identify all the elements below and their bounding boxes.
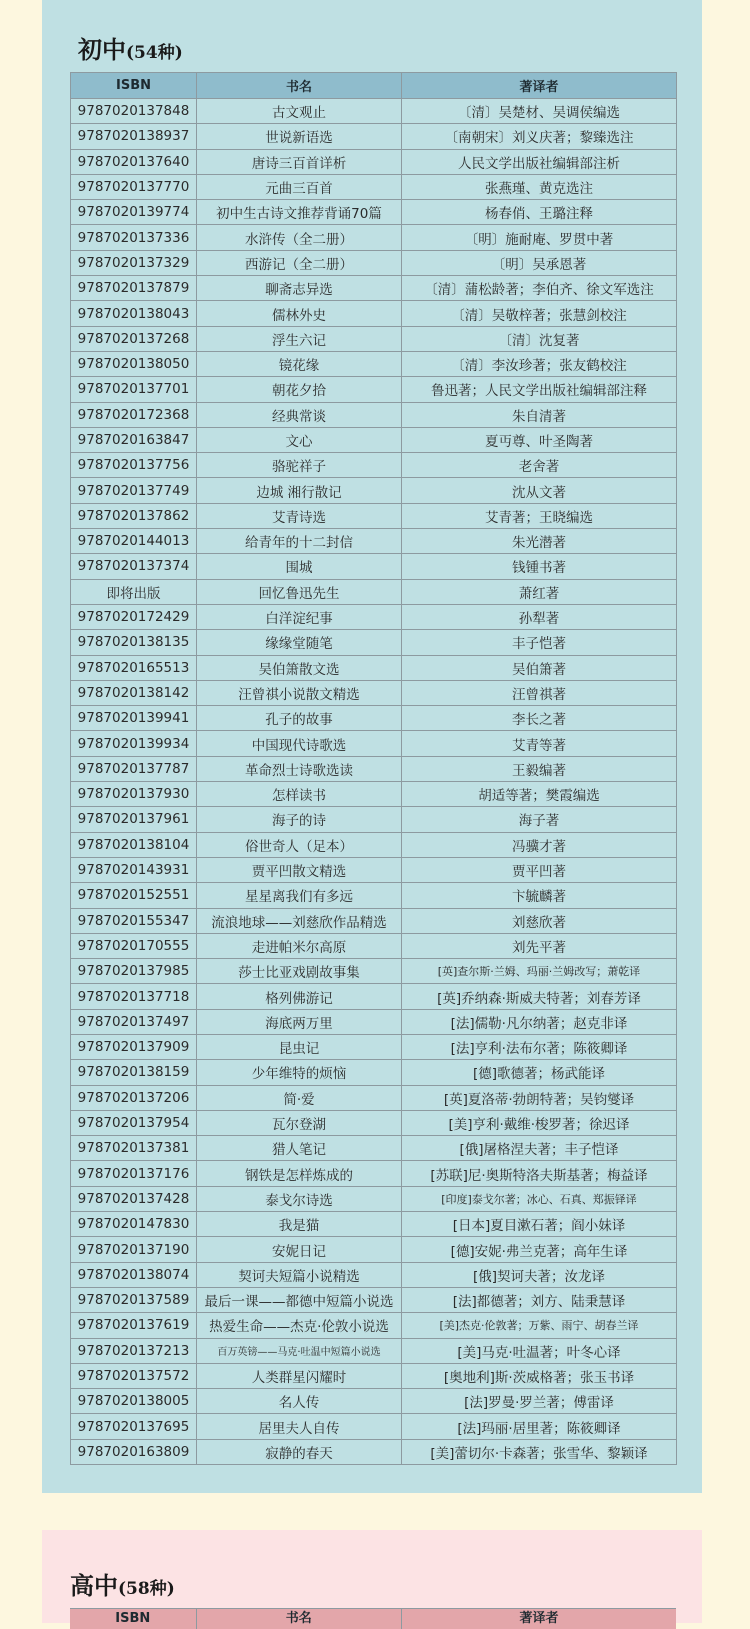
table-row (71, 174, 677, 199)
cell-author: 卞毓麟著 (402, 883, 677, 908)
table-row (71, 1060, 677, 1085)
section-title-count: (54种) (126, 43, 183, 63)
cell-author: 艾青著；王晓编选 (402, 503, 677, 528)
cell-isbn: 9787020137695 (71, 1414, 197, 1439)
cell-book-title: 星星离我们有多远 (197, 883, 402, 908)
table-header-row (70, 1608, 676, 1629)
table-row (71, 529, 677, 554)
header-isbn: ISBN (71, 73, 197, 99)
cell-isbn: 9787020163809 (71, 1439, 197, 1464)
cell-isbn: 9787020137374 (71, 554, 197, 579)
header-title: 书名 (197, 73, 402, 99)
table-row (71, 604, 677, 629)
cell-isbn: 9787020137572 (71, 1363, 197, 1388)
cell-author: [英]夏洛蒂·勃朗特著；吴钧燮译 (402, 1085, 677, 1110)
cell-isbn: 9787020137497 (71, 1009, 197, 1034)
cell-book-title: 古文观止 (197, 99, 402, 124)
table-row (71, 124, 677, 149)
table-row (71, 1414, 677, 1439)
cell-author: 张燕瑾、黄克选注 (402, 174, 677, 199)
cell-book-title: 经典常谈 (197, 402, 402, 427)
cell-isbn: 9787020170555 (71, 933, 197, 958)
cell-isbn: 9787020138005 (71, 1389, 197, 1414)
cell-book-title: 唐诗三百首详析 (197, 149, 402, 174)
cell-author: 海子著 (402, 807, 677, 832)
table-row (71, 1136, 677, 1161)
cell-author: [美]杰克·伦敦著；万紫、雨宁、胡春兰译 (402, 1313, 677, 1338)
table-row (71, 630, 677, 655)
table-row (71, 402, 677, 427)
cell-author: [法]都德著；刘方、陆秉慧译 (402, 1287, 677, 1312)
cell-isbn: 9787020137954 (71, 1110, 197, 1135)
cell-book-title: 契诃夫短篇小说精选 (197, 1262, 402, 1287)
cell-book-title: 猎人笔记 (197, 1136, 402, 1161)
table-row (71, 959, 677, 984)
table-row (71, 351, 677, 376)
table-row (71, 908, 677, 933)
cell-isbn: 即将出版 (71, 579, 197, 604)
cell-author: [英]查尔斯·兰姆、玛丽·兰姆改写；萧乾译 (402, 959, 677, 984)
table-row (71, 1186, 677, 1211)
cell-isbn: 9787020137879 (71, 276, 197, 301)
cell-book-title: 汪曾祺小说散文精选 (197, 680, 402, 705)
cell-author: 〔南朝宋〕刘义庆著；黎臻选注 (402, 124, 677, 149)
cell-isbn: 9787020138159 (71, 1060, 197, 1085)
table-row (71, 1009, 677, 1034)
header-isbn: ISBN (115, 1611, 151, 1626)
cell-author: 沈从文著 (402, 478, 677, 503)
table-row (71, 857, 677, 882)
cell-isbn: 9787020147830 (71, 1212, 197, 1237)
cell-isbn: 9787020163847 (71, 427, 197, 452)
cell-book-title: 居里夫人自传 (197, 1414, 402, 1439)
table-row (71, 1338, 677, 1363)
cell-isbn: 9787020139774 (71, 200, 197, 225)
section-title-main: 高中 (70, 1571, 118, 1600)
cell-book-title: 安妮日记 (197, 1237, 402, 1262)
cell-author: 〔清〕蒲松龄著；李伯齐、徐文军选注 (402, 276, 677, 301)
table-row (71, 200, 677, 225)
cell-book-title: 元曲三百首 (197, 174, 402, 199)
cell-book-title: 少年维特的烦恼 (197, 1060, 402, 1085)
cell-author: 吴伯箫著 (402, 655, 677, 680)
cell-isbn: 9787020137336 (71, 225, 197, 250)
cell-author: 胡适等著；樊霞编选 (402, 782, 677, 807)
cell-book-title: 中国现代诗歌选 (197, 731, 402, 756)
table-row (71, 225, 677, 250)
cell-author: [法]罗曼·罗兰著；傅雷译 (402, 1389, 677, 1414)
cell-isbn: 9787020137770 (71, 174, 197, 199)
section-title-count: (58种) (118, 1579, 175, 1599)
cell-author: [俄]屠格涅夫著；丰子恺译 (402, 1136, 677, 1161)
table-row (71, 326, 677, 351)
cell-isbn: 9787020137206 (71, 1085, 197, 1110)
table-row (71, 984, 677, 1009)
cell-isbn: 9787020137749 (71, 478, 197, 503)
cell-isbn: 9787020143931 (71, 857, 197, 882)
table-row (71, 883, 677, 908)
cell-book-title: 贾平凹散文精选 (197, 857, 402, 882)
cell-book-title: 莎士比亚戏剧故事集 (197, 959, 402, 984)
cell-book-title: 回忆鲁迅先生 (197, 579, 402, 604)
cell-author: 鲁迅著；人民文学出版社编辑部注释 (402, 377, 677, 402)
cell-book-title: 百万英镑——马克·吐温中短篇小说选 (197, 1338, 402, 1363)
cell-author: [美]蕾切尔·卡森著；张雪华、黎颖译 (402, 1439, 677, 1464)
table-row (71, 655, 677, 680)
cell-isbn: 9787020137329 (71, 250, 197, 275)
cell-isbn: 9787020172429 (71, 604, 197, 629)
cell-author: 萧红著 (402, 579, 677, 604)
cell-author: [印度]泰戈尔著；冰心、石真、郑振铎译 (402, 1186, 677, 1211)
cell-author: 钱锺书著 (402, 554, 677, 579)
table-row (71, 1389, 677, 1414)
section-title-main: 初中 (78, 35, 126, 64)
cell-isbn: 9787020137640 (71, 149, 197, 174)
table-row (71, 427, 677, 452)
cell-book-title: 我是猫 (197, 1212, 402, 1237)
cell-author: 〔明〕施耐庵、罗贯中著 (402, 225, 677, 250)
cell-book-title: 最后一课——都德中短篇小说选 (197, 1287, 402, 1312)
table-row (71, 706, 677, 731)
cell-author: [美]亨利·戴维·梭罗著；徐迟译 (402, 1110, 677, 1135)
cell-author: 艾青等著 (402, 731, 677, 756)
table-row (71, 301, 677, 326)
cell-book-title: 革命烈士诗歌选读 (197, 756, 402, 781)
table-row (71, 756, 677, 781)
cell-isbn: 9787020137176 (71, 1161, 197, 1186)
cell-book-title: 寂静的春天 (197, 1439, 402, 1464)
header-author: 著译者 (402, 73, 677, 99)
cell-isbn: 9787020137961 (71, 807, 197, 832)
table-row (71, 1085, 677, 1110)
table-row (71, 579, 677, 604)
cell-author: [法]亨利·法布尔著；陈筱卿译 (402, 1034, 677, 1059)
table-row (71, 731, 677, 756)
cell-author: 人民文学出版社编辑部注析 (402, 149, 677, 174)
cell-isbn: 9787020137268 (71, 326, 197, 351)
cell-isbn: 9787020137930 (71, 782, 197, 807)
table-row (71, 1439, 677, 1464)
cell-author: [德]安妮·弗兰克著；高年生译 (402, 1237, 677, 1262)
table-row (71, 1262, 677, 1287)
cell-isbn: 9787020137190 (71, 1237, 197, 1262)
table-row (71, 1161, 677, 1186)
cell-author: 朱自清著 (402, 402, 677, 427)
cell-book-title: 骆驼祥子 (197, 453, 402, 478)
cell-isbn: 9787020172368 (71, 402, 197, 427)
cell-book-title: 流浪地球——刘慈欣作品精选 (197, 908, 402, 933)
cell-isbn: 9787020137619 (71, 1313, 197, 1338)
cell-author: 〔清〕吴楚材、吴调侯编选 (402, 99, 677, 124)
cell-author: 李长之著 (402, 706, 677, 731)
table-row (71, 1110, 677, 1135)
cell-book-title: 边城 湘行散记 (197, 478, 402, 503)
table-row (71, 250, 677, 275)
table-row (71, 1287, 677, 1312)
cell-isbn: 9787020139934 (71, 731, 197, 756)
cell-author: 〔清〕吴敬梓著；张慧剑校注 (402, 301, 677, 326)
table-row (71, 478, 677, 503)
cell-book-title: 西游记（全二册） (197, 250, 402, 275)
cell-isbn: 9787020138043 (71, 301, 197, 326)
cell-author: 汪曾祺著 (402, 680, 677, 705)
cell-author: [苏联]尼·奥斯特洛夫斯基著；梅益译 (402, 1161, 677, 1186)
section-title (70, 1566, 175, 1601)
cell-author: 朱光潜著 (402, 529, 677, 554)
cell-isbn: 9787020137718 (71, 984, 197, 1009)
cell-author: 冯骥才著 (402, 832, 677, 857)
cell-book-title: 海底两万里 (197, 1009, 402, 1034)
cell-book-title: 水浒传（全二册） (197, 225, 402, 250)
table-row (71, 680, 677, 705)
table-row (71, 1313, 677, 1338)
table-row (71, 1212, 677, 1237)
cell-author: 丰子恺著 (402, 630, 677, 655)
cell-isbn: 9787020144013 (71, 529, 197, 554)
cell-book-title: 吴伯箫散文选 (197, 655, 402, 680)
table-row (71, 99, 677, 124)
cell-book-title: 俗世奇人（足本） (197, 832, 402, 857)
cell-book-title: 走进帕米尔高原 (197, 933, 402, 958)
cell-book-title: 格列佛游记 (197, 984, 402, 1009)
cell-author: [俄]契诃夫著；汝龙译 (402, 1262, 677, 1287)
cell-book-title: 瓦尔登湖 (197, 1110, 402, 1135)
cell-isbn: 9787020138074 (71, 1262, 197, 1287)
cell-isbn: 9787020152551 (71, 883, 197, 908)
cell-book-title: 艾青诗选 (197, 503, 402, 528)
cell-author: 〔清〕李汝珍著；张友鹤校注 (402, 351, 677, 376)
section-title (78, 30, 183, 65)
table-row (71, 1363, 677, 1388)
cell-book-title: 海子的诗 (197, 807, 402, 832)
cell-isbn: 9787020138135 (71, 630, 197, 655)
cell-isbn: 9787020137985 (71, 959, 197, 984)
cell-isbn: 9787020165513 (71, 655, 197, 680)
cell-book-title: 钢铁是怎样炼成的 (197, 1161, 402, 1186)
cell-isbn: 9787020137787 (71, 756, 197, 781)
cell-author: 孙犁著 (402, 604, 677, 629)
cell-book-title: 简·爱 (197, 1085, 402, 1110)
cell-author: [法]儒勒·凡尔纳著；赵克非译 (402, 1009, 677, 1034)
senior-high-panel (42, 1530, 702, 1626)
table-row (71, 807, 677, 832)
table-row (71, 554, 677, 579)
cell-author: [法]玛丽·居里著；陈筱卿译 (402, 1414, 677, 1439)
cell-author: [英]乔纳森·斯威夫特著；刘春芳译 (402, 984, 677, 1009)
junior-high-panel (42, 0, 702, 1493)
cell-author: [奥地利]斯·茨威格著；张玉书译 (402, 1363, 677, 1388)
table-row (71, 1237, 677, 1262)
table-row (71, 453, 677, 478)
cell-author: 刘先平著 (402, 933, 677, 958)
cell-isbn: 9787020137701 (71, 377, 197, 402)
cell-isbn: 9787020155347 (71, 908, 197, 933)
table-row (71, 933, 677, 958)
header-title: 书名 (196, 1609, 401, 1629)
cell-book-title: 白洋淀纪事 (197, 604, 402, 629)
cell-book-title: 怎样读书 (197, 782, 402, 807)
cell-isbn: 9787020137756 (71, 453, 197, 478)
cell-isbn: 9787020137589 (71, 1287, 197, 1312)
cell-book-title: 缘缘堂随笔 (197, 630, 402, 655)
cell-book-title: 浮生六记 (197, 326, 402, 351)
header-author: 著译者 (401, 1609, 676, 1629)
table-header-row (71, 73, 677, 99)
cell-author: 夏丏尊、叶圣陶著 (402, 427, 677, 452)
cell-isbn: 9787020138142 (71, 680, 197, 705)
cell-book-title: 初中生古诗文推荐背诵70篇 (197, 200, 402, 225)
table-row (71, 149, 677, 174)
table-row (71, 832, 677, 857)
cell-isbn: 9787020138937 (71, 124, 197, 149)
cell-author: 刘慈欣著 (402, 908, 677, 933)
cell-book-title: 聊斋志异选 (197, 276, 402, 301)
cell-author: 老舍著 (402, 453, 677, 478)
cell-isbn: 9787020137381 (71, 1136, 197, 1161)
cell-book-title: 朝花夕拾 (197, 377, 402, 402)
table-row (71, 782, 677, 807)
cell-book-title: 名人传 (197, 1389, 402, 1414)
table-row (71, 1034, 677, 1059)
cell-isbn: 9787020138104 (71, 832, 197, 857)
table-row (71, 377, 677, 402)
table-row (71, 276, 677, 301)
cell-book-title: 围城 (197, 554, 402, 579)
cell-isbn: 9787020139941 (71, 706, 197, 731)
cell-book-title: 儒林外史 (197, 301, 402, 326)
cell-isbn: 9787020137862 (71, 503, 197, 528)
cell-isbn: 9787020137428 (71, 1186, 197, 1211)
cell-book-title: 昆虫记 (197, 1034, 402, 1059)
cell-book-title: 世说新语选 (197, 124, 402, 149)
table-row (71, 503, 677, 528)
cell-isbn: 9787020137848 (71, 99, 197, 124)
cell-author: 王毅编著 (402, 756, 677, 781)
cell-book-title: 泰戈尔诗选 (197, 1186, 402, 1211)
cell-book-title: 人类群星闪耀时 (197, 1363, 402, 1388)
cell-book-title: 热爱生命——杰克·伦敦小说选 (197, 1313, 402, 1338)
cell-book-title: 文心 (197, 427, 402, 452)
book-list-table (70, 72, 677, 1465)
cell-book-title: 给青年的十二封信 (197, 529, 402, 554)
cell-author: [德]歌德著；杨武能译 (402, 1060, 677, 1085)
cell-isbn: 9787020137909 (71, 1034, 197, 1059)
cell-book-title: 镜花缘 (197, 351, 402, 376)
cell-author: 贾平凹著 (402, 857, 677, 882)
cell-book-title: 孔子的故事 (197, 706, 402, 731)
cell-author: [美]马克·吐温著；叶冬心译 (402, 1338, 677, 1363)
cell-isbn: 9787020138050 (71, 351, 197, 376)
cell-author: 杨春俏、王璐注释 (402, 200, 677, 225)
cell-author: 〔明〕吴承恩著 (402, 250, 677, 275)
cell-author: [日本]夏目漱石著；阎小妹译 (402, 1212, 677, 1237)
cell-isbn: 9787020137213 (71, 1338, 197, 1363)
cell-author: 〔清〕沈复著 (402, 326, 677, 351)
